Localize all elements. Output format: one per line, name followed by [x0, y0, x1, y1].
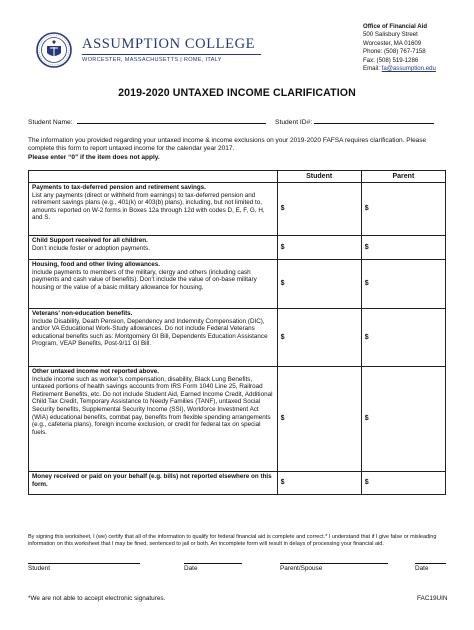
- student-amount-field[interactable]: $: [277, 183, 361, 236]
- parent-amount-field[interactable]: $: [361, 367, 445, 472]
- table-row: [29, 309, 446, 367]
- college-name: ASSUMPTION COLLEGE: [82, 36, 256, 52]
- parent-signature-label: Parent/Spouse: [280, 565, 323, 572]
- office-title: Office of Financial Aid: [363, 23, 428, 30]
- intro-text: The information you provided regarding your untaxed income & income exclusions on your 2019-2020 FAFSA requires clarification. Please complete this form to report untaxed income for the calendar year 2017.: [28, 137, 427, 153]
- table-header-row: [29, 171, 446, 183]
- row-body: Include income such as worker’s compensation, disability, Black Lung Benefits, untaxed portions of health savings accounts from IRS Form 1040 Line 25, Railroad Retirement Benefits, etc. Do not include Student Aid, Earned Income Credit, Additional Child Tax Credit, Temporary Assistance to Needy Families (TANF), untaxed Social Security benefits, Supplemental Security Income (SSI), Workforce Investment Act (WIA) educational benefits, combat pay, benefits from flexible spending arrangements (e.g., cafeteria plans), foreign income exclusion, or credit for federal tax on special fuels.: [32, 375, 273, 436]
- parent-date-line[interactable]: [415, 563, 446, 564]
- parent-amount-field[interactable]: $: [361, 309, 445, 367]
- table-row: [29, 236, 446, 260]
- brand-divider: [82, 54, 261, 55]
- parent-signature-line[interactable]: [280, 563, 388, 564]
- certification-statement: By signing this worksheet, I (we) certify that all of the information to qualify for federal financial aid is complete and correct.* I understand that if I give false or misleading information on this worksheet that I may be fined, sentenced to jail or both. An incomplete form will result in delays of processing your financial aid.: [28, 534, 437, 548]
- row-heading: Veterans’ non-education benefits.: [32, 310, 133, 317]
- row-body: Don’t include foster or adoption payments.: [32, 244, 150, 252]
- row-heading: Other untaxed income not reported above.: [32, 368, 160, 375]
- student-date-label: Date: [184, 565, 198, 572]
- table-row: [29, 367, 446, 472]
- parent-amount-field[interactable]: $: [361, 183, 445, 236]
- row-description: [29, 472, 278, 495]
- column-header-student: Student: [277, 171, 361, 183]
- student-amount-field[interactable]: $: [277, 367, 361, 472]
- column-header-parent: Parent: [361, 171, 445, 183]
- table-header-blank: [29, 171, 278, 183]
- row-description: [29, 236, 278, 260]
- form-title: 2019-2020 UNTAXED INCOME CLARIFICATION: [118, 87, 356, 99]
- row-body: List any payments (direct or withheld from earnings) to tax-deferred pension and retirement savings plans (e.g., 401(k) or 403(b) plans), including, but not limited to, amounts reported on W-2 forms in Boxes 12a through 12d with codes D, E, F, G, H, and S.: [32, 191, 265, 222]
- student-signature-line[interactable]: [28, 563, 140, 564]
- row-heading: Housing, food and other living allowances.: [32, 261, 161, 268]
- office-phone: Phone: (508) 767-7158: [363, 48, 426, 56]
- student-id-label: Student ID#:: [275, 119, 313, 126]
- student-name-field[interactable]: [77, 117, 266, 124]
- table-row: [29, 183, 446, 236]
- parent-date-label: Date: [415, 565, 429, 572]
- row-heading: Payments to tax-deferred pension and retirement savings.: [32, 184, 206, 191]
- table-row: [29, 472, 446, 495]
- row-heading: Child Support received for all children.: [32, 237, 148, 244]
- parent-amount-field[interactable]: $: [361, 260, 445, 309]
- office-address-block: [363, 23, 436, 73]
- row-heading: Money received or paid on your behalf (e.g. bills) not reported elsewhere on this form.: [32, 473, 272, 488]
- office-email-line: [363, 65, 436, 73]
- student-name-label: Student Name:: [28, 119, 73, 126]
- office-fax: Fax: (508) 519-1286: [363, 56, 419, 64]
- student-name-row: [28, 117, 266, 126]
- student-amount-field[interactable]: $: [277, 260, 361, 309]
- office-street: 500 Salisbury Street: [363, 31, 418, 39]
- intro-paragraph: [28, 137, 448, 162]
- row-body: Include payments to members of the military, clergy and others (including cash payments and cash value of benefits). Don’t include the value of on-base military housing or the value of a basic military allowance for housing.: [32, 268, 257, 291]
- student-date-line[interactable]: [184, 563, 242, 564]
- row-description: [29, 183, 278, 236]
- student-amount-field[interactable]: $: [277, 236, 361, 260]
- student-signature-label: Student: [28, 565, 51, 572]
- row-body: Include Disability, Death Pension, Dependency and Indemnity Compensation (DIC), and/or VA Educational Work-Study allowances. Do not include Federal Veterans educational benefits such as: Montgomery GI Bill, Dependents Education Assistance Program, VEAP Benefits, Post-9/11 GI Bill.: [32, 317, 268, 348]
- parent-amount-field[interactable]: $: [361, 472, 445, 495]
- row-description: [29, 260, 278, 309]
- parent-amount-field[interactable]: $: [361, 236, 445, 260]
- college-seal-icon: [36, 32, 72, 68]
- electronic-signature-note: *We are not able to accept electronic signatures.: [28, 595, 166, 602]
- untaxed-income-table: [28, 170, 446, 495]
- student-id-row: [275, 117, 434, 126]
- student-amount-field[interactable]: $: [277, 309, 361, 367]
- row-description: [29, 367, 278, 472]
- office-email-label: Email:: [363, 65, 382, 73]
- student-amount-field[interactable]: $: [277, 472, 361, 495]
- office-email-link[interactable]: fa@assumption.edu: [381, 65, 436, 73]
- row-description: [29, 309, 278, 367]
- intro-instruction: Please enter “0” if the item does not apply.: [28, 153, 160, 161]
- office-city: Worcester, MA 01609: [363, 39, 422, 47]
- form-code: FAC19UIN: [417, 595, 448, 602]
- student-id-field[interactable]: [314, 117, 434, 124]
- table-row: [29, 260, 446, 309]
- college-locations: WORCESTER, MASSACHUSETTS | ROME, ITALY: [82, 57, 222, 63]
